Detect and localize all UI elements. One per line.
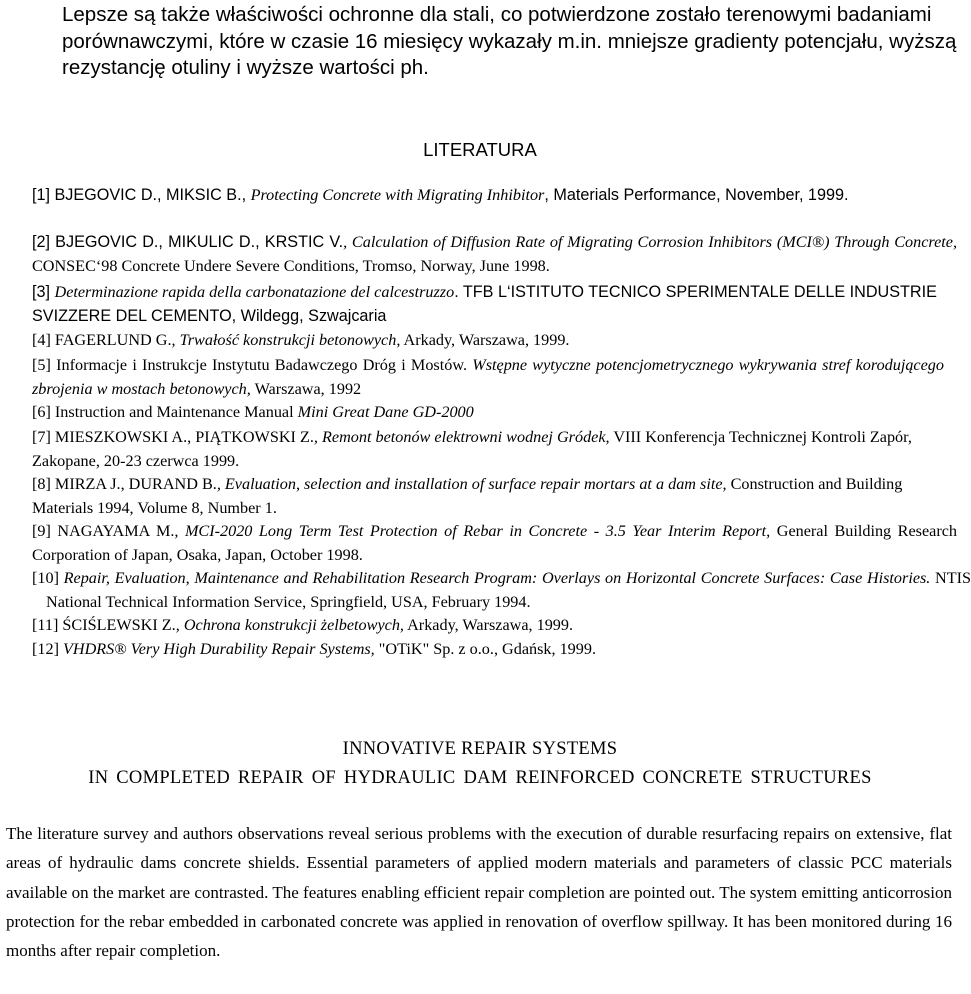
reference-text: , Trwałość konstrukcji betonowych, <box>171 331 401 349</box>
reference-text: Warszawa, 1992 <box>250 379 362 398</box>
reference-text: [1] BJEGOVIC D., MIKSIC B. <box>32 186 242 204</box>
reference-text: , <box>241 186 251 204</box>
reference-text: General Building Research Corporation of Japan, Osaka, Japan, October 1998. <box>32 522 957 564</box>
reference-text: [3] <box>32 283 55 301</box>
literature-heading: LITERATURA <box>423 139 537 160</box>
reference-text: VHDRS® Very High Durability Repair Systems, <box>63 640 375 658</box>
reference-text: Arkady, Warszawa, 1999. <box>400 331 570 349</box>
reference-text: [10] <box>32 569 64 587</box>
reference-item <box>32 567 971 614</box>
reference-text: "OTiK" Sp. z o.o., Gdańsk, 1999. <box>374 640 597 658</box>
reference-item <box>32 231 957 278</box>
reference-text: Repair, Evaluation, Maintenance and Rehabilitation Research Program: Overlays on Horizontal Concrete Surfaces: Case Histories. <box>63 569 931 587</box>
english-title-line-1: INNOVATIVE REPAIR SYSTEMS <box>342 739 618 759</box>
reference-text: [12] <box>32 640 64 658</box>
reference-text: [8] MIRZA J., DURAND B. <box>32 475 217 493</box>
reference-text: Protecting Concrete with Migrating Inhibitor <box>250 186 545 204</box>
reference-item <box>32 281 954 328</box>
reference-text: , Remont betonów elektrowni wodnej Gródek, <box>313 428 610 446</box>
reference-text: , Evaluation, selection and installation of surface repair mortars at a dam site, <box>216 475 727 493</box>
reference-text: Arkady, Warszawa, 1999. <box>403 616 574 634</box>
reference-item <box>32 426 922 473</box>
reference-item <box>32 329 957 353</box>
reference-text: Construction and Building Materials 1994, Volume 8, Number 1. <box>32 475 903 517</box>
reference-item <box>32 614 957 638</box>
reference-item <box>32 520 957 567</box>
reference-text: [9] NAGAYAMA M. <box>32 522 175 540</box>
reference-text: . TFB L‘ISTITUTO TECNICO SPERIMENTALE DELLE INDUSTRIE SVIZZERE DEL CEMENTO, Wildegg, Szwajcaria <box>32 283 937 325</box>
reference-item <box>32 473 957 520</box>
reference-text: , Ochrona konstrukcji żelbetowych, <box>175 616 404 634</box>
reference-item <box>32 354 944 401</box>
reference-text: [2] BJEGOVIC D., MIKULIC D., KRSTIC V. <box>32 233 344 251</box>
reference-text: , Materials Performance, November, 1999. <box>544 186 849 204</box>
reference-text: CONSEC‘98 Concrete Undere Severe Conditions, Tromso, Norway, June 1998. <box>32 256 550 275</box>
reference-text: Determinazione rapida della carbonatazione del calcestruzzo <box>54 283 455 301</box>
reference-item <box>32 401 957 425</box>
intro-paragraph: Lepsze są także właściwości ochronne dla stali, co potwierdzone zostało terenowymi badaniami porównawczymi, które w czasie 16 miesięcy wykazały m.in. mniejsze gradienty potencjału, wyższą rezystancję otuliny i wyższe wartości ph. <box>62 3 957 79</box>
reference-text: NTIS National Technical Information Service, Springfield, USA, February 1994. <box>46 569 971 611</box>
reference-text: Mini Great Dane GD-2000 <box>297 403 474 421</box>
reference-text: [11] ŚCIŚLEWSKI Z. <box>32 616 176 634</box>
english-title-line-2: IN COMPLETED REPAIR OF HYDRAULIC DAM REINFORCED CONCRETE STRUCTURES <box>88 768 872 788</box>
reference-text: , MCI-2020 Long Term Test Protection of Rebar in Concrete - 3.5 Year Interim Report, <box>174 522 771 540</box>
reference-item <box>32 184 957 208</box>
reference-item <box>32 638 957 662</box>
reference-text: , Calculation of Diffusion Rate of Migrating Corrosion Inhibitors (MCI®) Through Concrete, <box>343 233 957 251</box>
abstract-paragraph: The literature survey and authors observations reveal serious problems with the execution of durable resurfacing repairs on extensive, flat areas of hydraulic dams concrete shields. Essential parameters of applied modern materials and parameters of classic PCC materials available on the market are contrasted. The features enabling efficient repair completion are pointed out. The system emitting anticorrosion protection for the rebar embedded in carbonated concrete was applied in renovation of overflow spillway. It has been monitored during 16 months after repair completion. <box>6 824 952 961</box>
reference-text: [4] FAGERLUND G. <box>32 331 172 349</box>
reference-text: [5] Informacje i Instrukcje Instytutu Badawczego Dróg i Mostów. <box>32 356 473 374</box>
reference-text: [6] Instruction and Maintenance Manual <box>32 403 298 421</box>
reference-text: Wstępne wytyczne potencjometrycznego wykrywania stref korodującego zbrojenia w mostach betonowych, <box>32 356 944 398</box>
reference-text: VIII Konferencja Technicznej Kontroli Zapór, Zakopane, 20-23 czerwca 1999. <box>32 428 912 470</box>
reference-text: [7] MIESZKOWSKI A., PIĄTKOWSKI Z. <box>32 428 314 446</box>
